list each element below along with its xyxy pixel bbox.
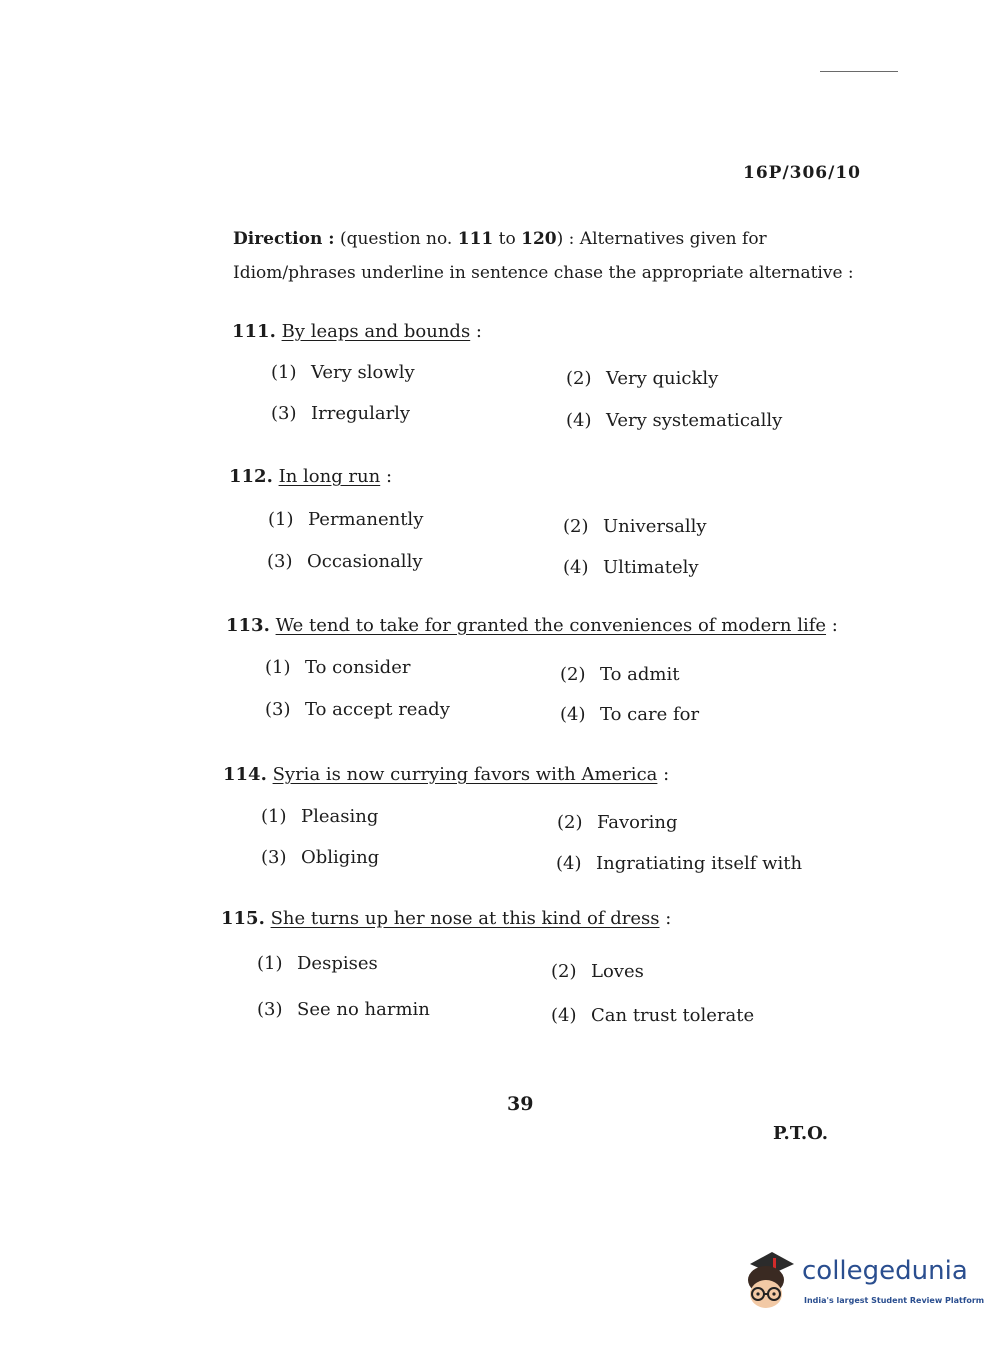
direction-from: 111 xyxy=(457,229,494,249)
direction-label: Direction : xyxy=(233,229,335,249)
direction-text xyxy=(233,222,858,290)
option-number: (1) xyxy=(261,806,287,827)
direction-to: 120 xyxy=(521,229,557,249)
option-112-4[interactable] xyxy=(563,557,699,578)
option-115-4[interactable] xyxy=(551,1005,754,1026)
question-stem: We tend to take for granted the conveniences of modern life xyxy=(275,615,827,636)
question-stem: By leaps and bounds xyxy=(281,321,471,342)
option-text: Very systematically xyxy=(606,410,783,431)
option-number: (2) xyxy=(560,664,586,685)
question-stem: Syria is now currying favors with America xyxy=(272,764,658,785)
option-text: To consider xyxy=(305,657,411,678)
question-suffix: : xyxy=(659,908,672,929)
option-number: (4) xyxy=(560,704,586,725)
option-112-2[interactable] xyxy=(563,516,707,537)
question-number: 115. xyxy=(221,908,265,929)
question-number: 113. xyxy=(226,615,270,636)
option-text: Very quickly xyxy=(606,368,719,389)
question-stem: She turns up her nose at this kind of dress xyxy=(270,908,660,929)
paper-code: 16P/306/10 xyxy=(743,163,862,183)
question-suffix: : xyxy=(380,466,393,487)
question-number: 111. xyxy=(232,321,276,342)
question-stem: In long run xyxy=(278,466,381,487)
option-number: (2) xyxy=(563,516,589,537)
question-number: 114. xyxy=(223,764,267,785)
option-115-3[interactable] xyxy=(257,999,430,1020)
brand-tagline: India's largest Student Review Platform xyxy=(804,1296,985,1305)
option-text: Despises xyxy=(297,953,378,974)
option-number: (3) xyxy=(261,847,287,868)
question-111 xyxy=(232,321,482,342)
option-number: (1) xyxy=(265,657,291,678)
pto-label: P.T.O. xyxy=(773,1123,829,1144)
option-number: (4) xyxy=(556,853,582,874)
watermark-logo xyxy=(742,1250,985,1312)
option-112-3[interactable] xyxy=(267,551,423,572)
option-number: (4) xyxy=(551,1005,577,1026)
question-number: 112. xyxy=(229,466,273,487)
option-text: Irregularly xyxy=(311,403,411,424)
option-number: (1) xyxy=(257,953,283,974)
direction-pre: (question no. xyxy=(339,229,453,249)
question-suffix: : xyxy=(657,764,670,785)
option-113-3[interactable] xyxy=(265,699,450,720)
option-111-2[interactable] xyxy=(566,368,718,389)
option-number: (3) xyxy=(271,403,297,424)
direction-to-word: to xyxy=(498,229,516,249)
option-114-3[interactable] xyxy=(261,847,379,868)
option-114-4[interactable] xyxy=(556,853,802,874)
option-text: Obliging xyxy=(301,847,380,868)
option-text: Loves xyxy=(591,961,644,982)
option-number: (4) xyxy=(563,557,589,578)
option-111-4[interactable] xyxy=(566,410,782,431)
question-113 xyxy=(226,615,838,636)
option-text: Pleasing xyxy=(301,806,379,827)
option-text: Favoring xyxy=(597,812,678,833)
brand-name: collegedunia xyxy=(802,1256,968,1286)
option-number: (2) xyxy=(566,368,592,389)
option-number: (4) xyxy=(566,410,592,431)
option-number: (3) xyxy=(257,999,283,1020)
question-112 xyxy=(229,466,392,487)
direction-post: ) : Alternatives given for Idiom/phrases underline in sentence chase the appropriate alternative : xyxy=(233,229,854,283)
option-113-2[interactable] xyxy=(560,664,679,685)
option-113-4[interactable] xyxy=(560,704,699,725)
option-number: (2) xyxy=(551,961,577,982)
option-number: (1) xyxy=(271,362,297,383)
option-115-1[interactable] xyxy=(257,953,378,974)
option-number: (1) xyxy=(268,509,294,530)
option-115-2[interactable] xyxy=(551,961,644,982)
option-112-1[interactable] xyxy=(268,509,423,530)
question-suffix: : xyxy=(826,615,838,636)
option-114-2[interactable] xyxy=(557,812,677,833)
question-115 xyxy=(221,908,671,929)
option-111-1[interactable] xyxy=(271,362,415,383)
option-text: Ingratiating itself with xyxy=(596,853,803,874)
option-text: Ultimately xyxy=(603,557,699,578)
option-text: Occasionally xyxy=(307,551,423,572)
question-114 xyxy=(223,764,669,785)
option-text: See no harmin xyxy=(297,999,430,1020)
top-rule xyxy=(820,71,898,72)
option-number: (2) xyxy=(557,812,583,833)
option-number: (3) xyxy=(267,551,293,572)
option-number: (3) xyxy=(265,699,291,720)
mascot-icon xyxy=(742,1250,800,1312)
option-111-3[interactable] xyxy=(271,403,410,424)
option-text: Very slowly xyxy=(311,362,415,383)
option-text: To admit xyxy=(600,664,680,685)
option-113-1[interactable] xyxy=(265,657,410,678)
option-text: Can trust tolerate xyxy=(591,1005,755,1026)
option-114-1[interactable] xyxy=(261,806,378,827)
option-text: Permanently xyxy=(308,509,424,530)
question-suffix: : xyxy=(470,321,482,342)
page-number: 39 xyxy=(507,1093,534,1115)
option-text: To accept ready xyxy=(305,699,450,720)
option-text: To care for xyxy=(600,704,700,725)
option-text: Universally xyxy=(603,516,707,537)
